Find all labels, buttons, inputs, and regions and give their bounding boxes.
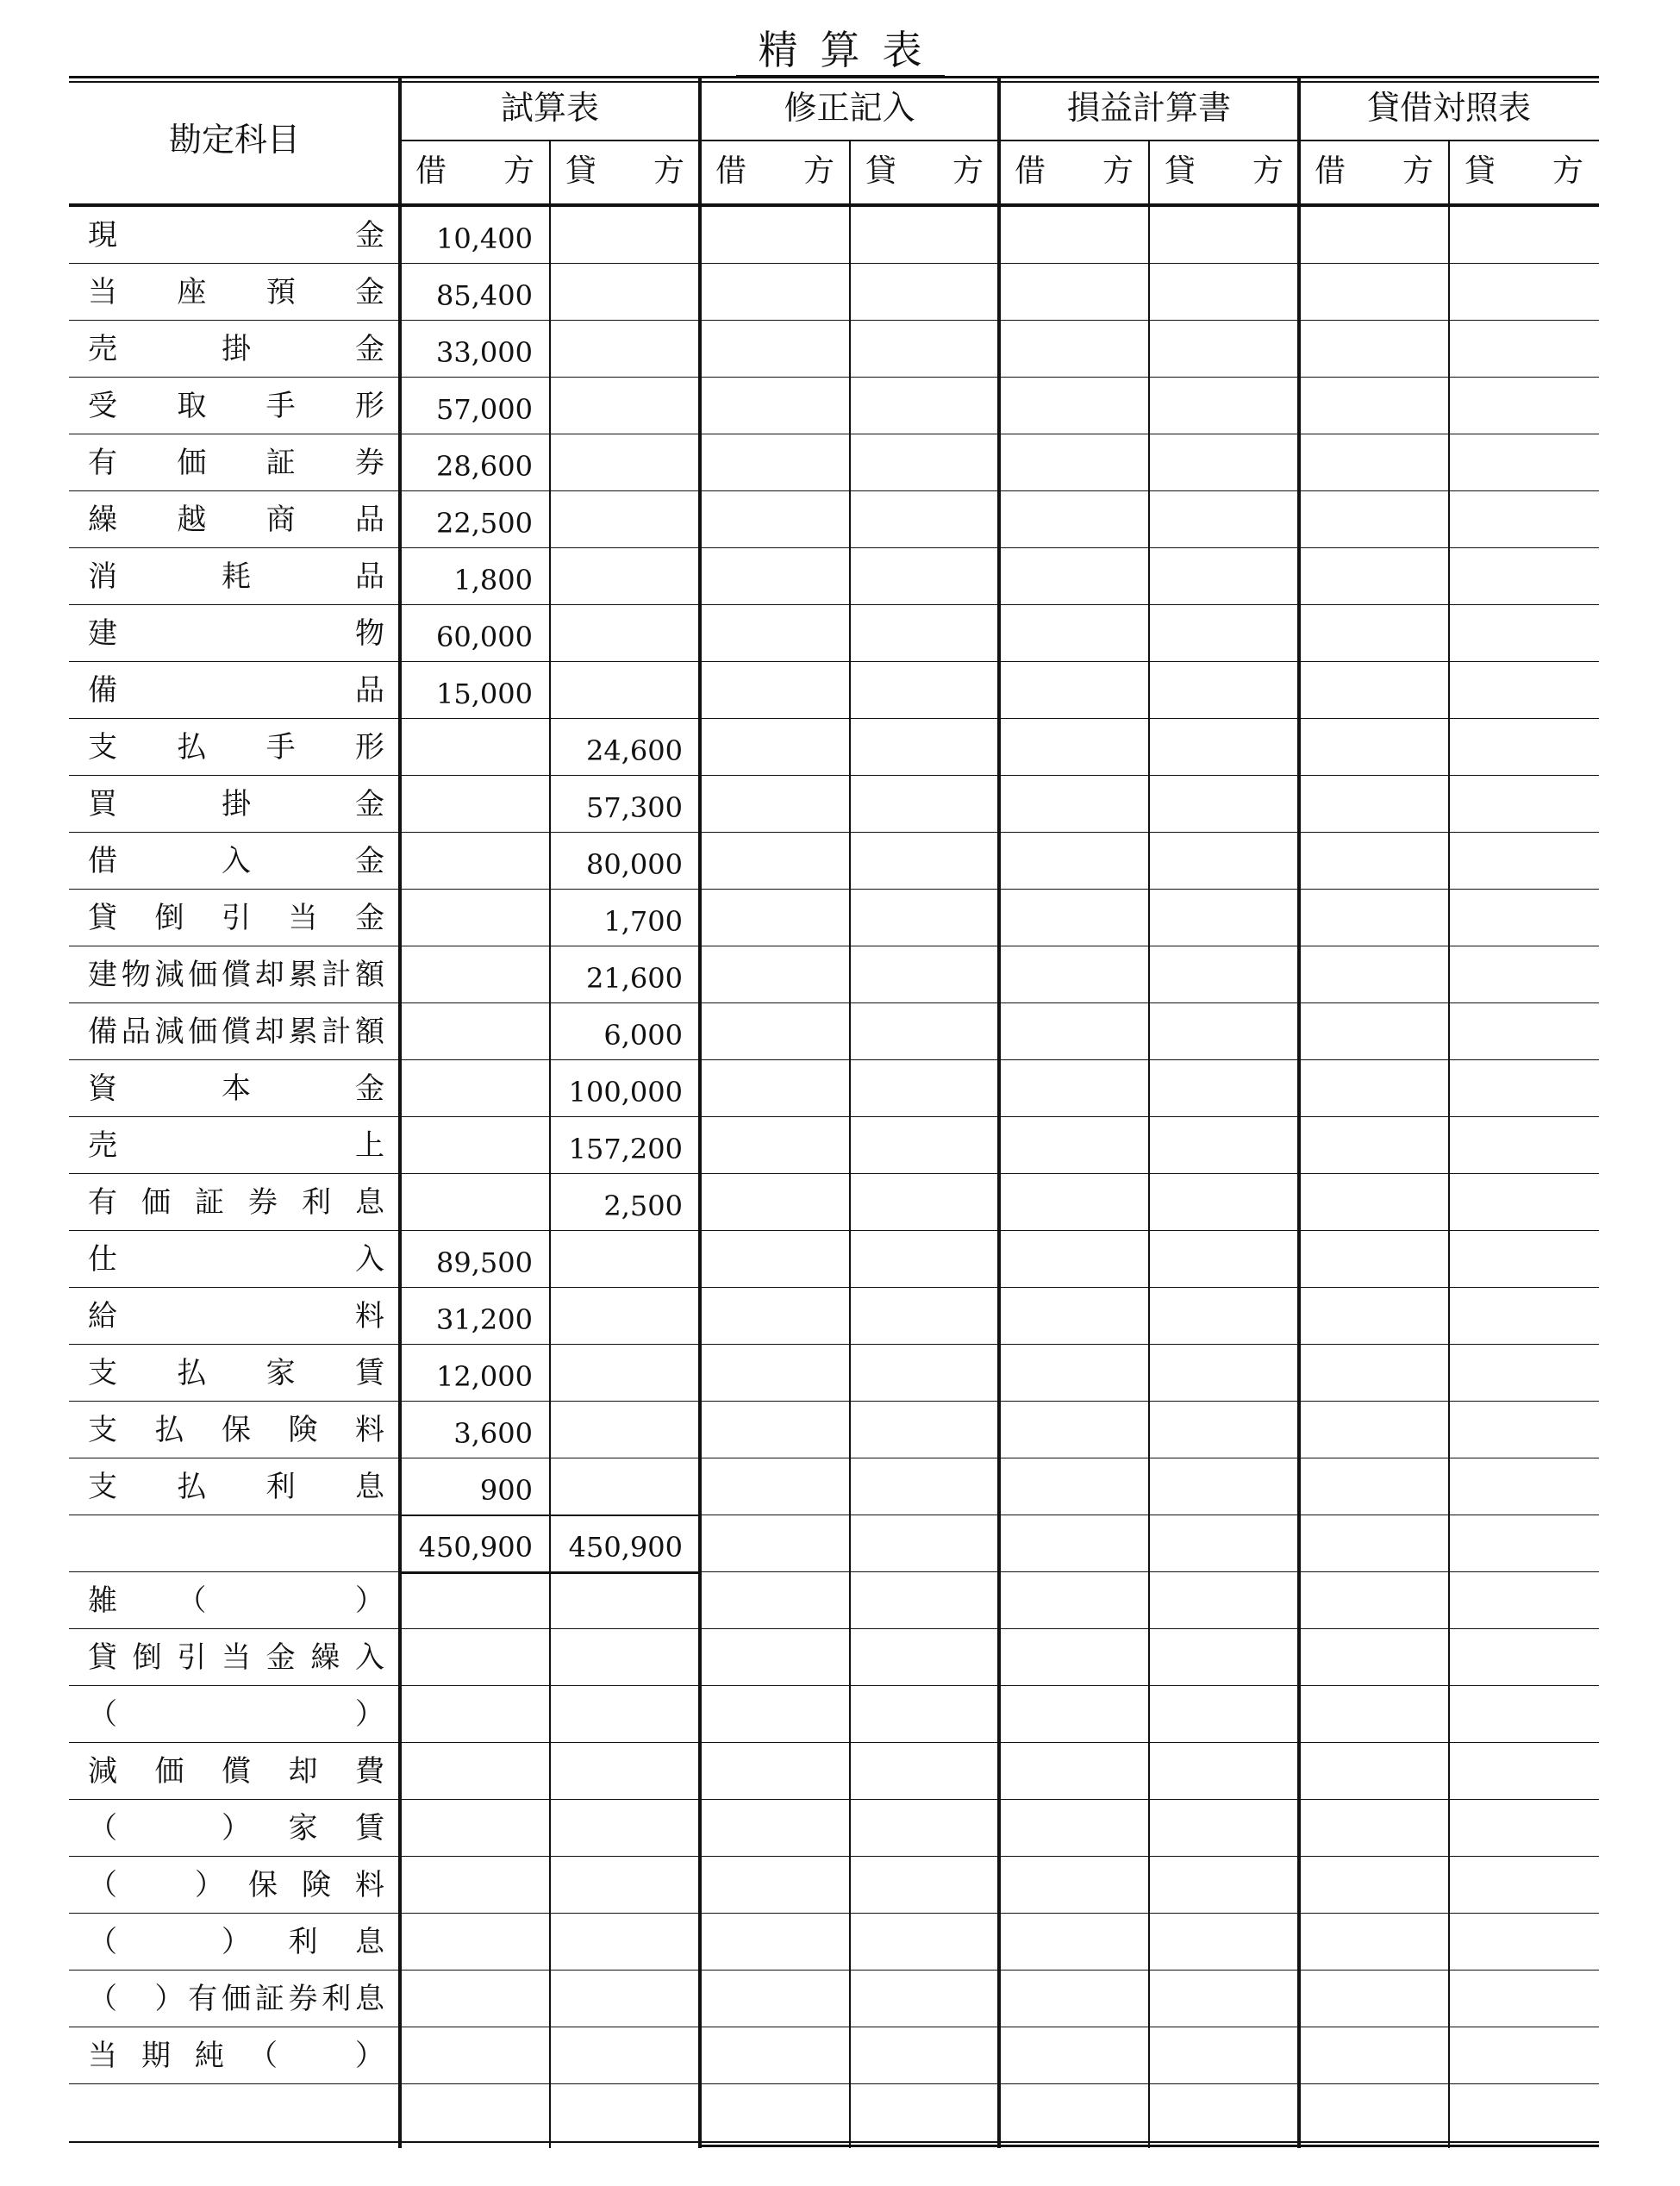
header-credit-3: 貸 方 <box>1465 153 1583 189</box>
trial-debit-value: 22,500 <box>436 507 533 540</box>
trial-debit-value: 89,500 <box>436 1246 533 1279</box>
column-line <box>997 76 1001 2148</box>
header-group-1: 修正記入 <box>784 89 915 127</box>
header-group-0: 試算表 <box>500 89 599 127</box>
header-group-3: 貸借対照表 <box>1366 89 1531 127</box>
account-name: 雑 （ ） <box>88 1583 384 1618</box>
column-line <box>1148 140 1150 2148</box>
account-name: 支 払 手 形 <box>88 730 384 765</box>
account-name: 減 価 償 却 費 <box>88 1754 384 1789</box>
column-line <box>1297 76 1301 2148</box>
header-account-label: 勘定科目 <box>168 121 300 159</box>
account-name: 建 物 減 価 償 却 累 計 額 <box>88 958 384 992</box>
header-debit-3: 借 方 <box>1315 153 1433 189</box>
account-name: 有 価 証 券 <box>88 446 384 480</box>
account-name: 受 取 手 形 <box>88 389 384 423</box>
account-name: 有 価 証 券 利 息 <box>88 1185 384 1220</box>
account-name: 当 座 預 金 <box>88 275 384 309</box>
trial-credit-value: 57,300 <box>586 791 683 824</box>
account-name: 支 払 家 賃 <box>88 1356 384 1390</box>
account-name: 仕 入 <box>88 1242 384 1277</box>
column-line <box>849 140 851 2148</box>
account-name: 貸 倒 引 当 金 繰 入 <box>88 1640 384 1675</box>
trial-debit-value: 33,000 <box>436 336 533 369</box>
account-name: 売 掛 金 <box>88 332 384 366</box>
account-name: 貸 倒 引 当 金 <box>88 901 384 935</box>
account-name: （ ） 利 息 <box>88 1925 384 1959</box>
account-name: 消 耗 品 <box>88 559 384 594</box>
trial-debit-value: 450,900 <box>418 1531 533 1564</box>
account-name: （ ） 家 賃 <box>88 1811 384 1846</box>
trial-credit-value: 450,900 <box>568 1531 683 1564</box>
header-credit-1: 貸 方 <box>865 153 984 189</box>
header-group-2: 損益計算書 <box>1066 89 1231 127</box>
trial-credit-value: 2,500 <box>603 1190 683 1222</box>
trial-debit-value: 15,000 <box>436 678 533 710</box>
header-debit-2: 借 方 <box>1015 153 1134 189</box>
trial-credit-value: 100,000 <box>568 1076 683 1109</box>
worksheet-table <box>69 76 1611 2145</box>
account-name: 繰 越 商 品 <box>88 503 384 537</box>
account-name: （ ） 有 価 証 券 利 息 <box>88 1982 384 2016</box>
column-line <box>1448 140 1450 2148</box>
account-name: 借 入 金 <box>88 844 384 878</box>
account-name: 現 金 <box>88 218 384 253</box>
account-name: 支 払 保 険 料 <box>88 1413 384 1447</box>
header-credit-2: 貸 方 <box>1165 153 1283 189</box>
account-name: 建 物 <box>88 616 384 651</box>
account-name: 給 料 <box>88 1299 384 1333</box>
account-name: 備 品 <box>88 673 384 708</box>
trial-debit-value: 12,000 <box>436 1360 533 1393</box>
trial-debit-value: 3,600 <box>453 1417 533 1450</box>
account-name: 支 払 利 息 <box>88 1470 384 1504</box>
account-name: 備 品 減 価 償 却 累 計 額 <box>88 1015 384 1049</box>
trial-credit-value: 80,000 <box>586 848 683 881</box>
header-debit-1: 借 方 <box>715 153 834 189</box>
account-name: 買 掛 金 <box>88 787 384 821</box>
trial-debit-value: 31,200 <box>436 1303 533 1336</box>
account-name: （ ） <box>88 1697 384 1732</box>
account-name: 売 上 <box>88 1128 384 1163</box>
trial-debit-value: 85,400 <box>436 279 533 312</box>
page-title: 精算表 <box>0 19 1680 76</box>
trial-debit-value: 28,600 <box>436 450 533 483</box>
trial-debit-value: 900 <box>479 1474 533 1507</box>
trial-debit-value: 1,800 <box>453 564 533 596</box>
trial-credit-value: 6,000 <box>603 1019 683 1052</box>
trial-debit-value: 57,000 <box>436 393 533 426</box>
header-credit-0: 貸 方 <box>565 153 684 189</box>
trial-credit-value: 157,200 <box>568 1133 683 1165</box>
bottom-border <box>69 2141 1599 2143</box>
trial-credit-value: 1,700 <box>603 905 683 938</box>
trial-debit-value: 60,000 <box>436 621 533 653</box>
header-debit-0: 借 方 <box>415 153 534 189</box>
row-line <box>700 1571 1599 1572</box>
bottom-thick-border <box>700 2145 1599 2147</box>
trial-credit-value: 21,600 <box>586 962 683 995</box>
trial-debit-value: 10,400 <box>436 222 533 255</box>
trial-credit-value: 24,600 <box>586 734 683 767</box>
account-name: （ ） 保 険 料 <box>88 1868 384 1902</box>
account-name: 当 期 純 （ ） <box>88 2039 384 2073</box>
account-name: 資 本 金 <box>88 1071 384 1106</box>
